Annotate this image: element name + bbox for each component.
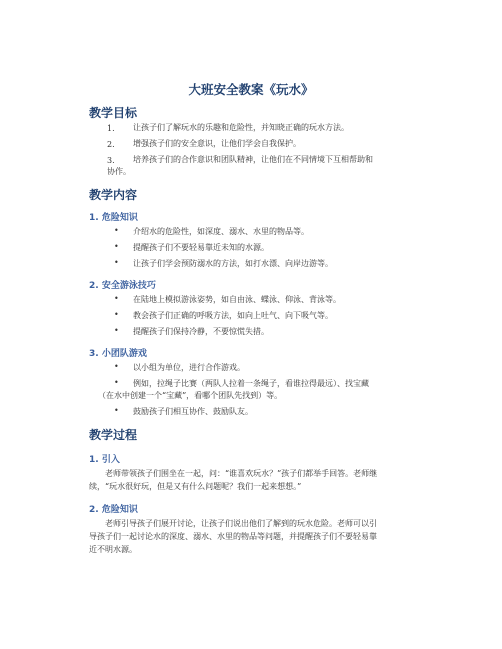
list-item: 培养孩子们的合作意识和团队精神，让他们在不同情境下互相帮助和	[133, 155, 373, 164]
list-item: 例如，拉绳子比赛（两队人拉着一条绳子，看谁拉得最远）、找宝藏	[133, 379, 369, 388]
list-item: 介绍水的危险性，如深度、溺水、水里的物品等。	[133, 227, 309, 236]
list-item-continuation: 协作。	[107, 167, 131, 176]
list-item: 提醒孩子们保持冷静，不要惊慌失措。	[133, 327, 269, 336]
subsection-heading: 1. 危险知识	[89, 213, 138, 223]
list-item: 让孩子们学会预防溺水的方法，如打水漂、向岸边游等。	[133, 259, 333, 268]
section-heading-content: 教学内容	[89, 188, 138, 202]
document-title: 大班安全教案《玩水》	[188, 82, 314, 97]
list-item: 教会孩子们正确的呼吸方法，如向上吐气、向下吸气等。	[133, 311, 333, 320]
subsection-heading: 1. 引入	[89, 455, 120, 465]
bullet-icon: •	[114, 406, 119, 415]
paragraph-line: 导孩子们一起讨论水的深度、溺水、水里的物品等问题，并提醒孩子们不要轻易靠	[89, 532, 377, 541]
list-number: 1.	[107, 124, 115, 133]
subsection-heading: 3. 小团队游戏	[89, 349, 147, 359]
paragraph-line: 续，“玩水很好玩，但是又有什么问题呢？我们一起来想想。”	[89, 482, 302, 491]
list-item: 增强孩子们的安全意识，让他们学会自我保护。	[133, 139, 301, 148]
paragraph-line: 老师引导孩子们展开讨论，让孩子们说出他们了解到的玩水危险。老师可以引	[105, 519, 377, 528]
list-item: 提醒孩子们不要轻易靠近未知的水源。	[133, 243, 269, 252]
bullet-icon: •	[114, 326, 119, 335]
list-item: 以小组为单位，进行合作游戏。	[133, 363, 245, 372]
subsection-heading: 2. 安全游泳技巧	[89, 281, 156, 291]
bullet-icon: •	[114, 258, 119, 267]
bullet-icon: •	[114, 310, 119, 319]
section-heading-process: 教学过程	[89, 428, 138, 442]
list-item: 鼓励孩子们相互协作、鼓励队友。	[133, 407, 253, 416]
section-heading-goals: 教学目标	[89, 106, 138, 120]
bullet-icon: •	[114, 242, 119, 251]
subsection-heading: 2. 危险知识	[89, 505, 138, 515]
list-item: 在陆地上模拟游泳姿势，如自由泳、蝶泳、仰泳、背泳等。	[133, 295, 341, 304]
list-number: 2.	[107, 140, 115, 149]
bullet-icon: •	[114, 362, 119, 371]
bullet-icon: •	[114, 226, 119, 235]
list-number: 3.	[107, 156, 115, 165]
bullet-icon: •	[114, 294, 119, 303]
list-item-continuation: （在水中创建一个“宝藏”，看哪个团队先找到）等。	[98, 391, 283, 400]
list-item: 让孩子们了解玩水的乐趣和危险性，并知晓正确的玩水方法。	[133, 123, 349, 132]
paragraph-line: 近不明水源。	[89, 545, 137, 554]
bullet-icon: •	[114, 378, 119, 387]
paragraph-line: 老师带领孩子们围坐在一起，问：“谁喜欢玩水？”孩子们都举手回答。老师继	[105, 469, 378, 478]
